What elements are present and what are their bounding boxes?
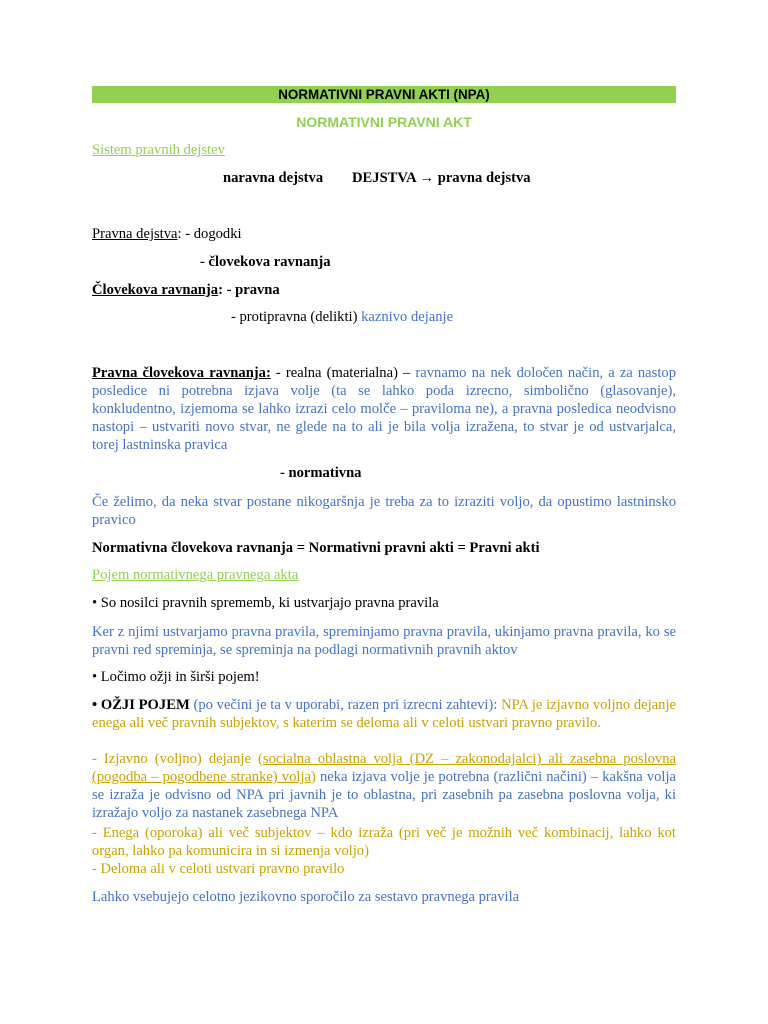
- clovekova-ravnanja-line: [92, 282, 280, 299]
- equation-line: Normativna človekova ravnanja = Normativni pravni akti = Pravni akti: [92, 540, 540, 556]
- ce-zelimo-paragraph: Če želimo, da neka stvar postane nikogaršnja je treba za to izraziti voljo, da opustimo lastninsko pravico: [92, 494, 676, 528]
- deloma-line: - Deloma ali v celoti ustvari pravno pravilo: [92, 861, 345, 877]
- document-title: NORMATIVNI PRAVNI AKTI (NPA): [92, 86, 676, 103]
- lahko-paragraph: Lahko vsebujejo celotno jezikovno sporočilo za sestavo pravnega pravila: [92, 889, 520, 905]
- section-heading-pojem: Pojem normativnega pravnega akta: [92, 567, 299, 583]
- pravna-clovekova-ravnanja-paragraph: Pravna človekova ravnanja: - realna (materialna) – ravnamo na nek določen način, a za nastop posledice ni potrebna izjava volje (ta se lahko poda izrecno, simbolično (glasovanje), konkludentno, izjemoma se lahko izrazi celo molče – praviloma ne), a pravna posledica neodvisno nastopi – ustvariti novo stvar, ne glede na to ali je bila volja izražena, to stvar je od ustvarjalca, torej lastninska pravica: [92, 365, 676, 453]
- pravna-dejstva-label: Pravna dejstva: [92, 226, 178, 242]
- pravna-dejstva-item2: - človekova ravnanja: [200, 254, 331, 270]
- naravna-dejstva: naravna dejstva: [223, 170, 324, 186]
- clovekova-ravnanja-item1: : - pravna: [218, 282, 280, 298]
- ker-paragraph: Ker z njimi ustvarjamo pravna pravila, spreminjamo pravna pravila, ukinjamo pravna pravila, ko se pravni red spreminja, se spreminja na podlagi normativnih pravnih aktov: [92, 624, 676, 658]
- clovekova-ravnanja-item2: - protipravna (delikti) kaznivo dejanje: [231, 309, 454, 325]
- bullet-nosilci: • So nosilci pravnih sprememb, ki ustvarjajo pravna pravila: [92, 595, 439, 611]
- document-subtitle: NORMATIVNI PRAVNI AKT: [296, 114, 472, 130]
- pcr-label: Pravna človekova ravnanja:: [92, 365, 271, 381]
- enega-paragraph: - Enega (oporoka) ali več subjektov – kdo izraža (pri več je možnih več kombinacij, lahko kot organ, lahko pa komunicira in si izmenja voljo): [92, 825, 676, 859]
- bullet-locimo: • Ločimo ožji in širši pojem!: [92, 669, 260, 685]
- pravna-dejstva-item1: : - dogodki: [177, 226, 242, 242]
- pravna-dejstva-line: [92, 226, 242, 243]
- ozji-pojem-paragraph: • OŽJI POJEM (po večini je ta v uporabi, razen pri izrecni zahtevi): NPA je izjavno voljno dejanje enega ali več pravnih subjektov, s katerim se deloma ali v celoti ustvari pravno pravilo.: [92, 697, 676, 731]
- izjavno-paragraph: - Izjavno (voljno) dejanje (socialna oblastna volja (DZ – zakonodajalci) ali zasebna poslovna (pogodba – pogodbene stranke) volja) neka izjava volje je potrebna (različni načini) – kakšna volja se izraža je odvisno od NPA pri javnih je to oblastna, pri zasebnih pa zasebna poslovna volja, ki izražajo voljo za nastanek zasebnega NPA: [92, 751, 676, 821]
- dejstva-arrow: DEJSTVA → pravna dejstva: [352, 170, 531, 186]
- section-heading-sistem: Sistem pravnih dejstev: [92, 142, 225, 158]
- ozji-pojem-label: • OŽJI POJEM: [92, 697, 190, 713]
- clovekova-ravnanja-label: Človekova ravnanja: [92, 282, 219, 298]
- normativna-item: - normativna: [280, 465, 362, 481]
